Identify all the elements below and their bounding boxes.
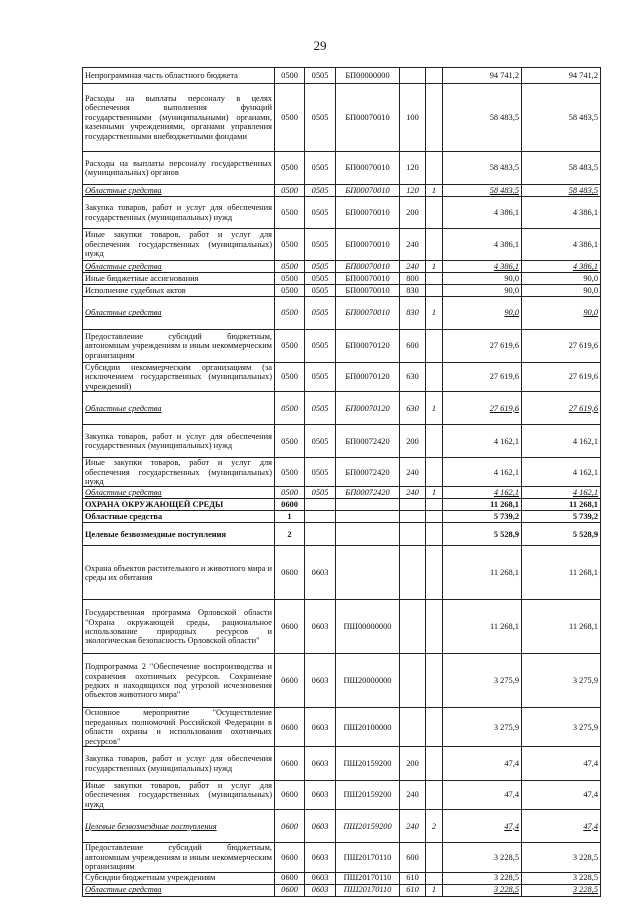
row-name: Иные бюджетные ассигнования [83, 273, 275, 285]
row-fund-source [426, 68, 443, 84]
row-amount-2: 58 483,5 [522, 185, 601, 197]
table-row [83, 708, 601, 747]
row-name: Субсидии некоммерческим организациям (за исключением государственных (муниципальных) учреждений) [83, 363, 275, 392]
row-expense-type: 830 [400, 285, 426, 297]
row-subsection: 0505 [305, 273, 336, 285]
table-row [83, 600, 601, 654]
table-row [83, 487, 601, 499]
row-expense-type [400, 708, 426, 747]
budget-table [82, 67, 601, 897]
row-section: 0600 [275, 546, 305, 600]
row-fund-source: 1 [426, 487, 443, 499]
row-amount-2: 4 162,1 [522, 458, 601, 487]
row-fund-source [426, 425, 443, 458]
row-article: БП00070120 [336, 363, 400, 392]
row-name: Расходы на выплаты персоналу в целях обеспечения выполнения функций государственными (муниципальными) органами, казенными учреждениями, органами управления государственными внебюджетными фондами [83, 84, 275, 152]
row-article: БП00070010 [336, 84, 400, 152]
row-amount-1: 4 162,1 [443, 487, 522, 499]
row-amount-2: 4 386,1 [522, 229, 601, 261]
row-expense-type: 610 [400, 884, 426, 896]
row-section: 0500 [275, 330, 305, 363]
row-article [336, 523, 400, 546]
row-name: Государственная программа Орловской области "Охрана окружающей среды, рациональное использование природных ресурсов и экологическая безопасность Орловской области" [83, 600, 275, 654]
row-section: 0500 [275, 197, 305, 229]
row-expense-type: 240 [400, 229, 426, 261]
row-amount-2: 47,4 [522, 747, 601, 781]
row-name: Иные закупки товаров, работ и услуг для обеспечения государственных (муниципальных) нужд [83, 229, 275, 261]
row-fund-source [426, 708, 443, 747]
row-fund-source [426, 84, 443, 152]
row-amount-2: 58 483,5 [522, 84, 601, 152]
row-amount-1: 27 619,6 [443, 330, 522, 363]
row-section: 0600 [275, 843, 305, 872]
table-row [83, 499, 601, 511]
row-amount-1: 27 619,6 [443, 392, 522, 425]
row-name: Областные средства [83, 185, 275, 197]
row-amount-2: 11 268,1 [522, 546, 601, 600]
row-amount-2: 27 619,6 [522, 392, 601, 425]
row-article: ПШ00000000 [336, 600, 400, 654]
row-article: БП00070120 [336, 330, 400, 363]
row-section: 0500 [275, 363, 305, 392]
row-name: Областные средства [83, 392, 275, 425]
row-fund-source [426, 523, 443, 546]
row-amount-2: 58 483,5 [522, 152, 601, 185]
table-row [83, 546, 601, 600]
row-fund-source: 2 [426, 810, 443, 843]
row-subsection [305, 511, 336, 523]
row-amount-2: 3 228,5 [522, 872, 601, 884]
row-expense-type: 630 [400, 392, 426, 425]
row-subsection: 0505 [305, 152, 336, 185]
row-expense-type: 600 [400, 330, 426, 363]
row-amount-2: 5 528,9 [522, 523, 601, 546]
row-expense-type: 120 [400, 152, 426, 185]
row-subsection: 0603 [305, 872, 336, 884]
row-subsection: 0505 [305, 261, 336, 273]
row-amount-2: 47,4 [522, 781, 601, 810]
row-amount-1: 4 386,1 [443, 197, 522, 229]
table-row [83, 297, 601, 330]
row-expense-type: 240 [400, 261, 426, 273]
row-section: 1 [275, 511, 305, 523]
row-fund-source: 1 [426, 884, 443, 896]
row-amount-2: 4 162,1 [522, 487, 601, 499]
row-subsection: 0603 [305, 843, 336, 872]
row-amount-1: 3 228,5 [443, 872, 522, 884]
row-subsection: 0603 [305, 708, 336, 747]
row-subsection: 0505 [305, 185, 336, 197]
row-section: 0500 [275, 229, 305, 261]
table-row [83, 285, 601, 297]
row-article: ПШ20170110 [336, 872, 400, 884]
row-expense-type [400, 523, 426, 546]
row-name: Субсидии бюджетным учреждениям [83, 872, 275, 884]
row-amount-2: 4 386,1 [522, 197, 601, 229]
row-fund-source [426, 285, 443, 297]
row-expense-type [400, 68, 426, 84]
table-row [83, 425, 601, 458]
row-name: Закупка товаров, работ и услуг для обеспечения государственных (муниципальных) нужд [83, 197, 275, 229]
row-subsection: 0505 [305, 84, 336, 152]
row-section: 0500 [275, 458, 305, 487]
row-name: Предоставление субсидий бюджетным, автономным учреждениям и иным некоммерческим организациям [83, 843, 275, 872]
row-section: 0500 [275, 185, 305, 197]
row-name: Областные средства [83, 487, 275, 499]
row-name: Основное мероприятие "Осуществление переданных полномочий Российской Федерации в области охраны и использования охотничьих ресурсов" [83, 708, 275, 747]
row-amount-2: 3 228,5 [522, 884, 601, 896]
row-amount-1: 47,4 [443, 781, 522, 810]
row-fund-source [426, 458, 443, 487]
row-name: Непрограммная часть областного бюджета [83, 68, 275, 84]
row-article: ПШ20100000 [336, 708, 400, 747]
row-amount-1: 90,0 [443, 285, 522, 297]
row-subsection: 0603 [305, 747, 336, 781]
row-section: 0500 [275, 261, 305, 273]
row-subsection: 0505 [305, 458, 336, 487]
row-article: ПШ20159200 [336, 810, 400, 843]
row-expense-type: 240 [400, 781, 426, 810]
row-amount-1: 47,4 [443, 747, 522, 781]
row-expense-type [400, 546, 426, 600]
row-name: Иные закупки товаров, работ и услуг для обеспечения государственных (муниципальных) нужд [83, 458, 275, 487]
row-amount-1: 3 275,9 [443, 654, 522, 708]
row-section: 0600 [275, 781, 305, 810]
row-name: Областные средства [83, 297, 275, 330]
row-section: 0500 [275, 84, 305, 152]
row-name: Закупка товаров, работ и услуг для обеспечения государственных (муниципальных) нужд [83, 425, 275, 458]
row-expense-type: 100 [400, 84, 426, 152]
row-section: 0600 [275, 499, 305, 511]
table-row [83, 511, 601, 523]
row-amount-1: 11 268,1 [443, 546, 522, 600]
row-section: 0600 [275, 884, 305, 896]
row-article: ПШ20000000 [336, 654, 400, 708]
table-row [83, 523, 601, 546]
row-subsection [305, 523, 336, 546]
row-article: ПШ20159200 [336, 781, 400, 810]
row-article: БП00000000 [336, 68, 400, 84]
row-article: БП00070010 [336, 285, 400, 297]
row-amount-2: 11 268,1 [522, 499, 601, 511]
table-row [83, 872, 601, 884]
row-expense-type: 200 [400, 747, 426, 781]
row-section: 0500 [275, 273, 305, 285]
row-section: 0500 [275, 425, 305, 458]
row-section: 0500 [275, 487, 305, 499]
row-expense-type: 610 [400, 872, 426, 884]
row-subsection: 0603 [305, 781, 336, 810]
row-fund-source [426, 499, 443, 511]
row-name: Предоставление субсидий бюджетным, автономным учреждениям и иным некоммерческим организациям [83, 330, 275, 363]
table-row [83, 229, 601, 261]
row-amount-1: 11 268,1 [443, 499, 522, 511]
row-subsection: 0505 [305, 363, 336, 392]
row-section: 0500 [275, 285, 305, 297]
row-fund-source: 1 [426, 185, 443, 197]
row-amount-2: 90,0 [522, 297, 601, 330]
row-subsection: 0505 [305, 297, 336, 330]
row-amount-1: 5 739,2 [443, 511, 522, 523]
row-name: Целевые безвозмездные поступления [83, 810, 275, 843]
row-article: БП00070010 [336, 197, 400, 229]
row-amount-1: 3 228,5 [443, 843, 522, 872]
row-amount-2: 3 228,5 [522, 843, 601, 872]
row-subsection: 0603 [305, 654, 336, 708]
table-row [83, 810, 601, 843]
row-article: БП00070010 [336, 273, 400, 285]
row-fund-source [426, 600, 443, 654]
row-expense-type: 630 [400, 363, 426, 392]
row-expense-type: 200 [400, 197, 426, 229]
row-subsection: 0505 [305, 487, 336, 499]
table-row [83, 152, 601, 185]
row-name: Иные закупки товаров, работ и услуг для обеспечения государственных (муниципальных) нужд [83, 781, 275, 810]
row-name: Областные средства [83, 261, 275, 273]
table-row [83, 197, 601, 229]
row-article: БП00072420 [336, 487, 400, 499]
row-fund-source [426, 511, 443, 523]
row-name: Охрана объектов растительного и животного мира и среды их обитания [83, 546, 275, 600]
row-fund-source [426, 747, 443, 781]
row-amount-2: 3 275,9 [522, 654, 601, 708]
table-row [83, 781, 601, 810]
table-row [83, 458, 601, 487]
row-amount-2: 90,0 [522, 285, 601, 297]
row-subsection: 0603 [305, 810, 336, 843]
row-fund-source [426, 229, 443, 261]
row-expense-type: 240 [400, 458, 426, 487]
row-subsection: 0505 [305, 425, 336, 458]
row-amount-1: 4 386,1 [443, 261, 522, 273]
table-row [83, 843, 601, 872]
row-subsection: 0505 [305, 229, 336, 261]
row-amount-2: 11 268,1 [522, 600, 601, 654]
row-article: ПШ20159200 [336, 747, 400, 781]
row-amount-1: 58 483,5 [443, 84, 522, 152]
row-name: Расходы на выплаты персоналу государственных (муниципальных) органов [83, 152, 275, 185]
row-section: 0500 [275, 297, 305, 330]
row-article: БП00070010 [336, 261, 400, 273]
row-subsection: 0505 [305, 330, 336, 363]
row-amount-2: 47,4 [522, 810, 601, 843]
row-amount-1: 27 619,6 [443, 363, 522, 392]
row-fund-source [426, 330, 443, 363]
row-article: БП00072420 [336, 425, 400, 458]
row-name: Областные средства [83, 511, 275, 523]
page-number: 29 [313, 38, 327, 53]
row-fund-source [426, 781, 443, 810]
row-name: Исполнение судебных актов [83, 285, 275, 297]
row-fund-source [426, 152, 443, 185]
row-expense-type [400, 600, 426, 654]
row-expense-type: 600 [400, 843, 426, 872]
row-section: 0600 [275, 654, 305, 708]
row-name: ОХРАНА ОКРУЖАЮЩЕЙ СРЕДЫ [83, 499, 275, 511]
row-amount-2: 90,0 [522, 273, 601, 285]
row-article: БП00070010 [336, 297, 400, 330]
row-article [336, 499, 400, 511]
row-amount-1: 58 483,5 [443, 152, 522, 185]
row-expense-type [400, 511, 426, 523]
row-subsection: 0505 [305, 197, 336, 229]
row-section: 0500 [275, 152, 305, 185]
table-row [83, 84, 601, 152]
row-expense-type: 200 [400, 425, 426, 458]
row-expense-type: 240 [400, 487, 426, 499]
row-amount-1: 90,0 [443, 297, 522, 330]
row-name: Областные средства [83, 884, 275, 896]
row-amount-2: 5 739,2 [522, 511, 601, 523]
table-row [83, 363, 601, 392]
table-row [83, 261, 601, 273]
row-article: ПШ20170110 [336, 843, 400, 872]
row-amount-1: 58 483,5 [443, 185, 522, 197]
row-fund-source [426, 654, 443, 708]
table-row [83, 392, 601, 425]
row-subsection: 0505 [305, 285, 336, 297]
row-amount-1: 94 741,2 [443, 68, 522, 84]
row-amount-1: 4 386,1 [443, 229, 522, 261]
table-row [83, 68, 601, 84]
table-row [83, 330, 601, 363]
row-article: БП00072420 [336, 458, 400, 487]
row-section: 0600 [275, 600, 305, 654]
table-row [83, 185, 601, 197]
row-subsection: 0603 [305, 546, 336, 600]
row-article [336, 546, 400, 600]
row-expense-type: 800 [400, 273, 426, 285]
row-subsection: 0505 [305, 68, 336, 84]
row-subsection: 0603 [305, 600, 336, 654]
row-article: БП00070010 [336, 185, 400, 197]
row-section: 0600 [275, 810, 305, 843]
row-amount-1: 5 528,9 [443, 523, 522, 546]
row-amount-1: 90,0 [443, 273, 522, 285]
row-section: 0600 [275, 708, 305, 747]
row-article: БП00070010 [336, 229, 400, 261]
row-section: 0600 [275, 747, 305, 781]
row-amount-2: 4 386,1 [522, 261, 601, 273]
row-amount-2: 4 162,1 [522, 425, 601, 458]
row-article [336, 511, 400, 523]
table-row [83, 654, 601, 708]
row-fund-source [426, 363, 443, 392]
table-row [83, 273, 601, 285]
row-amount-2: 27 619,6 [522, 363, 601, 392]
row-amount-2: 3 275,9 [522, 708, 601, 747]
row-name: Закупка товаров, работ и услуг для обеспечения государственных (муниципальных) нужд [83, 747, 275, 781]
row-amount-2: 94 741,2 [522, 68, 601, 84]
row-expense-type: 240 [400, 810, 426, 843]
row-fund-source [426, 843, 443, 872]
row-fund-source [426, 546, 443, 600]
row-article: ПШ20170110 [336, 884, 400, 896]
table-row [83, 747, 601, 781]
row-section: 0600 [275, 872, 305, 884]
table-row [83, 884, 601, 896]
row-fund-source [426, 872, 443, 884]
row-amount-1: 3 228,5 [443, 884, 522, 896]
row-name: Подпрограмма 2 "Обеспечение воспроизводства и сохранения охотничьих ресурсов. Сохранение редких и находящихся под угрозой исчезновения объектов животного мира" [83, 654, 275, 708]
row-subsection: 0603 [305, 884, 336, 896]
row-fund-source: 1 [426, 261, 443, 273]
row-amount-1: 47,4 [443, 810, 522, 843]
row-fund-source: 1 [426, 297, 443, 330]
row-section: 0500 [275, 392, 305, 425]
row-subsection: 0505 [305, 392, 336, 425]
row-fund-source [426, 273, 443, 285]
row-amount-1: 4 162,1 [443, 425, 522, 458]
row-name: Целевые безвозмездные поступления [83, 523, 275, 546]
row-expense-type [400, 654, 426, 708]
row-amount-1: 11 268,1 [443, 600, 522, 654]
row-fund-source: 1 [426, 392, 443, 425]
row-article: БП00070120 [336, 392, 400, 425]
row-expense-type [400, 499, 426, 511]
row-amount-1: 4 162,1 [443, 458, 522, 487]
row-subsection [305, 499, 336, 511]
row-amount-2: 27 619,6 [522, 330, 601, 363]
row-expense-type: 830 [400, 297, 426, 330]
row-section: 0500 [275, 68, 305, 84]
row-article: БП00070010 [336, 152, 400, 185]
row-fund-source [426, 197, 443, 229]
row-section: 2 [275, 523, 305, 546]
row-amount-1: 3 275,9 [443, 708, 522, 747]
row-expense-type: 120 [400, 185, 426, 197]
